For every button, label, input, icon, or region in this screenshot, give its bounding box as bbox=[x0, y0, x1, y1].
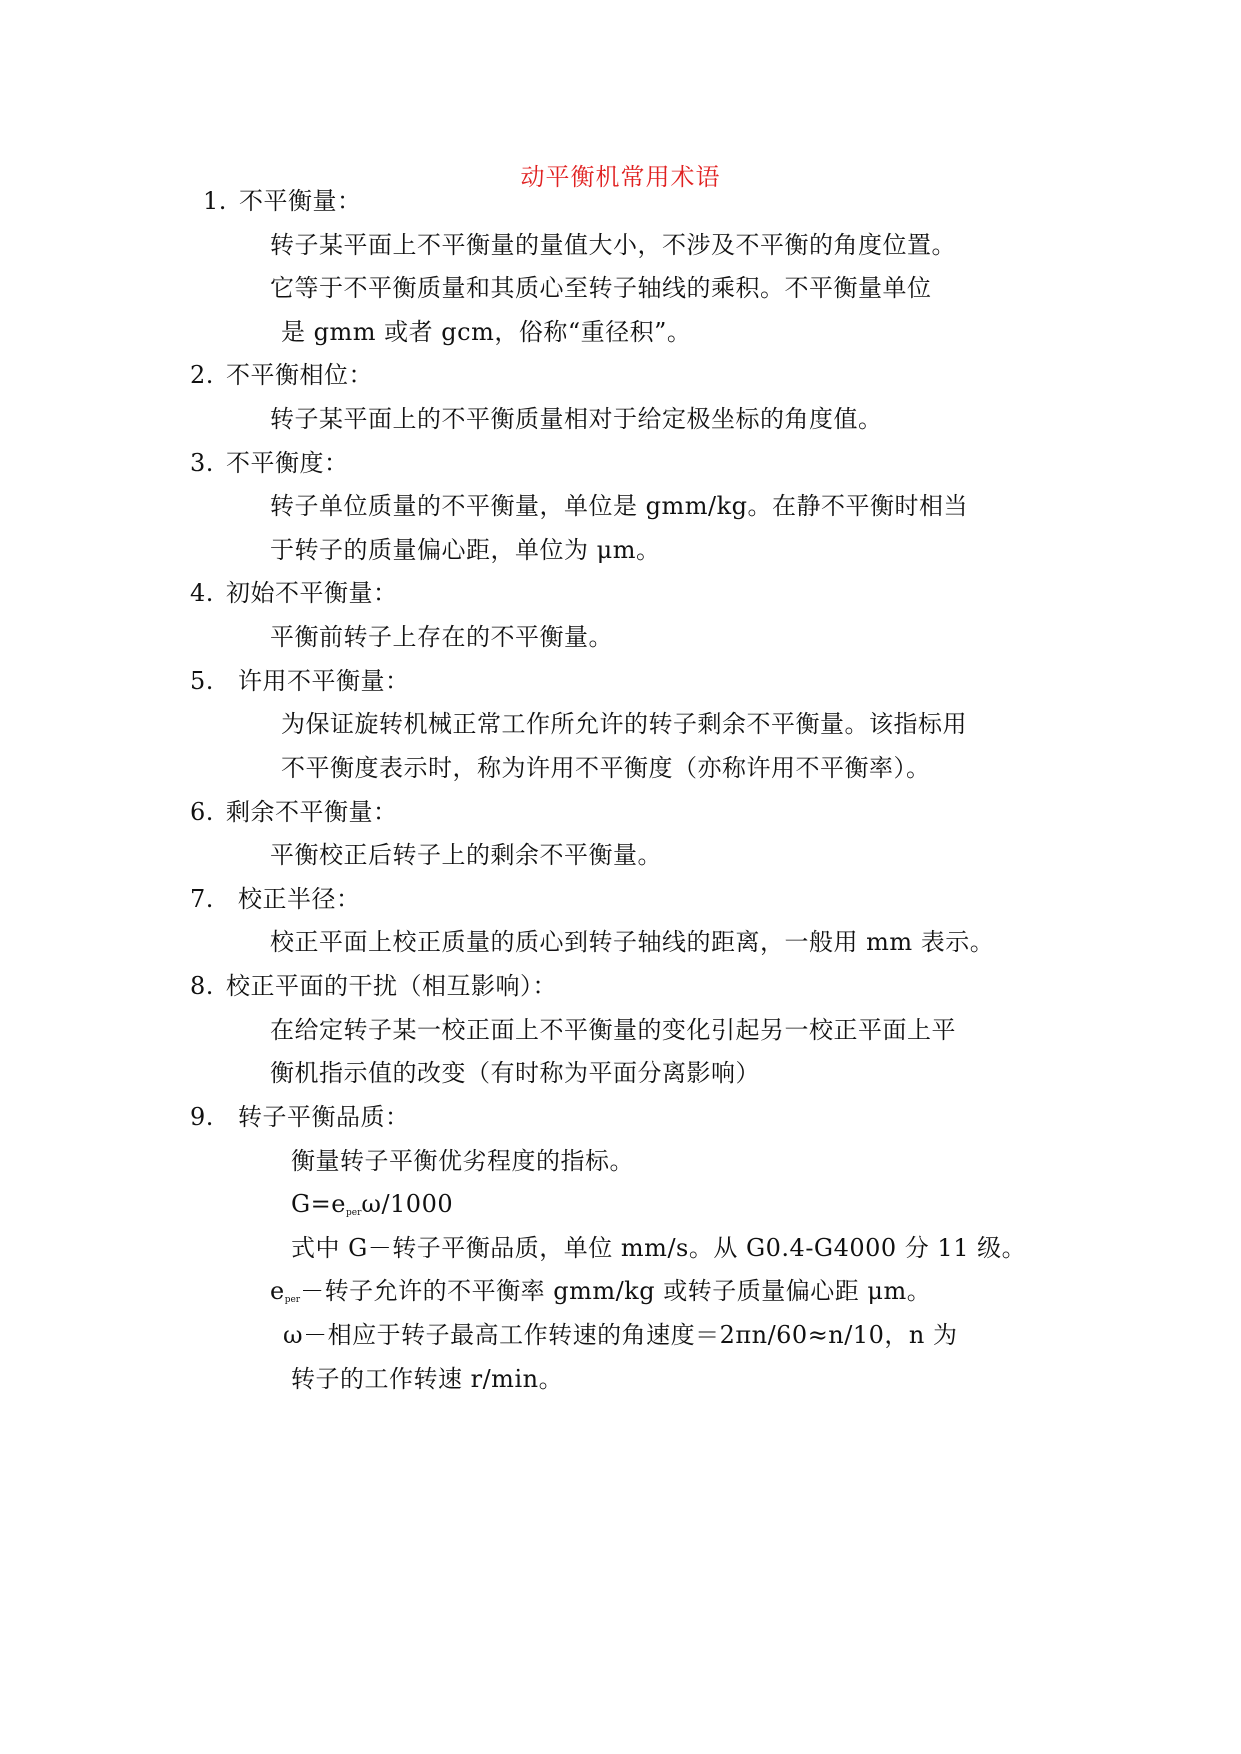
item-7-title: 校正半径： bbox=[238, 885, 361, 913]
formula-eper-line bbox=[270, 1276, 931, 1315]
item-7-line-1: 校正平面上校正质量的质心到转子轴线的距离，一般用 mm 表示。 bbox=[270, 928, 995, 956]
page-title: 动平衡机常用术语 bbox=[520, 163, 721, 191]
item-2-title: 不平衡相位： bbox=[226, 361, 373, 389]
item-9-heading bbox=[190, 1102, 410, 1132]
item-1-title: 不平衡量： bbox=[239, 187, 362, 215]
item-1-line-3: 是 gmm 或者 gcm，俗称“重径积”。 bbox=[281, 318, 692, 346]
item-8-line-1: 在给定转子某一校正面上不平衡量的变化引起另一校正平面上平 bbox=[270, 1016, 956, 1044]
item-3-heading bbox=[190, 448, 349, 478]
item-8-heading bbox=[190, 971, 557, 1001]
eper-symbol: e bbox=[270, 1277, 285, 1305]
formula-where-g: 式中 G－转子平衡品质，单位 mm/s。从 G0.4-G4000 分 11 级。 bbox=[291, 1234, 1027, 1262]
item-1-line-1: 转子某平面上不平衡量的量值大小，不涉及不平衡的角度位置。 bbox=[270, 231, 956, 259]
eper-subscript: per bbox=[284, 1295, 301, 1305]
item-3-title: 不平衡度： bbox=[226, 449, 349, 477]
item-4-heading bbox=[190, 578, 398, 608]
item-6-number: 6. bbox=[190, 798, 214, 826]
item-8-line-2: 衡机指示值的改变（有时称为平面分离影响） bbox=[270, 1059, 760, 1087]
item-6-heading bbox=[190, 797, 398, 827]
item-8-number: 8. bbox=[190, 972, 214, 1000]
item-6-line-1: 平衡校正后转子上的剩余不平衡量。 bbox=[270, 841, 662, 869]
formula-line bbox=[291, 1189, 453, 1228]
item-3-number: 3. bbox=[190, 449, 214, 477]
formula-omega-line-2: 转子的工作转速 r/min。 bbox=[291, 1365, 564, 1393]
item-2-line-1: 转子某平面上的不平衡质量相对于给定极坐标的角度值。 bbox=[270, 405, 883, 433]
item-2-heading bbox=[190, 360, 373, 390]
item-9-number: 9. bbox=[190, 1103, 214, 1131]
item-5-line-1: 为保证旋转机械正常工作所允许的转子剩余不平衡量。该指标用 bbox=[281, 710, 967, 738]
formula-omega-line-1: ω－相应于转子最高工作转速的角速度＝2πn/60≈n/10，n 为 bbox=[283, 1321, 958, 1349]
item-1-heading bbox=[203, 186, 362, 216]
item-7-heading bbox=[190, 884, 361, 914]
item-5-title: 许用不平衡量： bbox=[238, 667, 410, 695]
item-5-line-2: 不平衡度表示时，称为许用不平衡度（亦称许用不平衡率）。 bbox=[281, 754, 931, 782]
item-1-number: 1. bbox=[203, 187, 227, 215]
item-5-number: 5. bbox=[190, 667, 214, 695]
item-2-number: 2. bbox=[190, 361, 214, 389]
formula-subscript: per bbox=[345, 1208, 362, 1218]
item-4-line-1: 平衡前转子上存在的不平衡量。 bbox=[270, 623, 613, 651]
item-8-title: 校正平面的干扰（相互影响）： bbox=[226, 972, 557, 1000]
item-7-number: 7. bbox=[190, 885, 214, 913]
eper-text: －转子允许的不平衡率 gmm/kg 或转子质量偏心距 μm。 bbox=[300, 1277, 932, 1305]
formula-suffix: ω/1000 bbox=[361, 1190, 454, 1218]
formula-prefix: G=e bbox=[291, 1190, 346, 1218]
item-4-title: 初始不平衡量： bbox=[226, 579, 398, 607]
item-9-title: 转子平衡品质： bbox=[238, 1103, 410, 1131]
item-5-heading bbox=[190, 666, 410, 696]
item-3-line-2: 于转子的质量偏心距，单位为 μm。 bbox=[270, 536, 661, 564]
item-3-line-1: 转子单位质量的不平衡量，单位是 gmm/kg。在静不平衡时相当 bbox=[270, 492, 968, 520]
item-4-number: 4. bbox=[190, 579, 214, 607]
item-9-line-1: 衡量转子平衡优劣程度的指标。 bbox=[291, 1147, 634, 1175]
item-1-line-2: 它等于不平衡质量和其质心至转子轴线的乘积。不平衡量单位 bbox=[270, 274, 932, 302]
item-6-title: 剩余不平衡量： bbox=[226, 798, 398, 826]
